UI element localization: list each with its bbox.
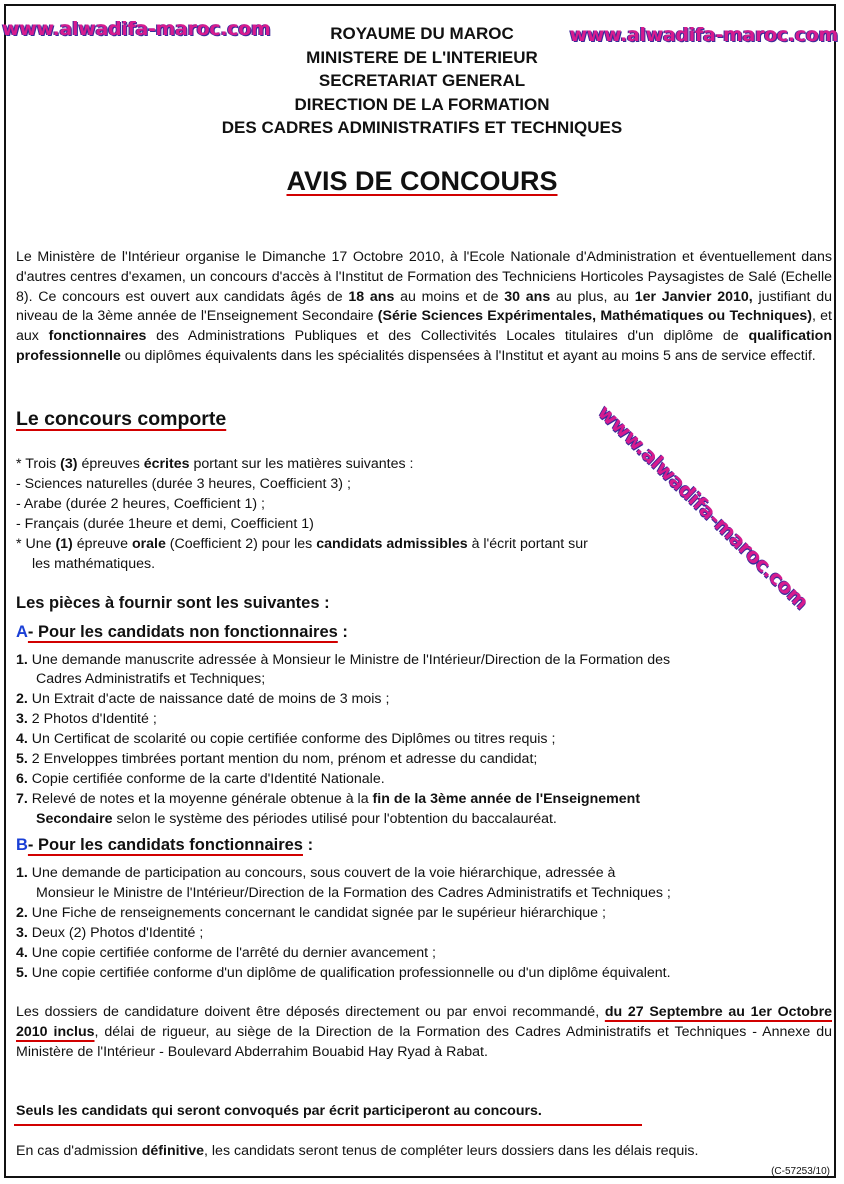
intro-text-5: , et aux — [16, 308, 832, 345]
admission-text-1: En cas d'admission — [16, 1143, 142, 1159]
b-item-1-num: 1. — [16, 865, 28, 881]
a-item-2-num: 2. — [16, 691, 28, 707]
concours-heading-text: Le concours comporte — [16, 408, 227, 430]
concours-item-2: - Arabe (durée 2 heures, Coefficient 1) ; — [16, 496, 265, 512]
a-item-6 — [16, 770, 385, 790]
b-item-5 — [16, 964, 671, 984]
orale-text-4: à l'écrit portant sur — [467, 536, 588, 552]
a-item-7-bold-2: Secondaire — [36, 811, 113, 827]
ecrites-text-2: épreuves — [77, 456, 144, 472]
a-item-7-num: 7. — [16, 791, 28, 807]
intro-text-6: des Administrations Publiques et des Collectivités Locales titulaires d'un diplôme de — [146, 328, 749, 345]
a-item-6-text: Copie certifiée conforme de la carte d'Identité Nationale. — [31, 771, 385, 787]
ecrites-text-1: * Trois — [16, 456, 61, 472]
intro-text-7: ou diplômes équivalents dans les spécialités dispensées à l'Institut et ayant au moins 5 ans de service effectif. — [120, 347, 816, 364]
a-item-7 — [16, 790, 640, 810]
b-item-2 — [16, 904, 606, 924]
a-item-3-num: 3. — [16, 711, 28, 727]
header-line-4: DIRECTION DE LA FORMATION — [294, 94, 550, 114]
a-item-3 — [16, 710, 157, 730]
intro-text-1: Le Ministère de l'Intérieur organise le Dimanche 17 Octobre 2010, à l'Ecole Nationale d'Administration et éventuellement dans d'autres centres d'examen, un concours d'accès à l'Institut de Formation des Techniciens Horticoles Paysagistes de Salé (Echelle 8). Ce concours est ouvert aux candidats âgés de — [16, 249, 832, 305]
b-item-1-text: Une demande de participation au concours, sous couvert de la voie hiérarchique, adressée à — [31, 865, 616, 881]
b-item-2-text: Une Fiche de renseignements concernant le candidat signée par le supérieur hiérarchique ; — [31, 905, 606, 921]
admission-text-2: , les candidats seront tenus de compléter leurs dossiers dans les délais requis. — [204, 1143, 699, 1159]
pieces-heading: Les pièces à fournir sont les suivantes : — [16, 594, 330, 612]
convocation-notice: Seuls les candidats qui seront convoqués par écrit participeront au concours. — [16, 1103, 542, 1119]
header-line-5: DES CADRES ADMINISTRATIFS ET TECHNIQUES — [221, 118, 623, 137]
orale-bold-3: candidats admissibles — [316, 536, 468, 552]
ministry-header — [0, 22, 844, 140]
a-item-7-text-2: selon le système des périodes utilisé pour l'obtention du baccalauréat. — [112, 811, 557, 827]
header-line-3: SECRETARIAT GENERAL — [318, 71, 526, 90]
intro-bold-1: 18 ans — [348, 288, 395, 305]
a-item-2 — [16, 690, 389, 710]
a-item-5-text: 2 Enveloppes timbrées portant mention du nom, prénom et adresse du candidat; — [31, 751, 538, 767]
b-item-1-cont: Monsieur le Ministre de l'Intérieur/Direction de la Formation des Cadres Administratifs et Techniques ; — [36, 885, 671, 901]
orale-bold-1: (1) — [55, 536, 73, 552]
header-line-1: ROYAUME DU MAROC — [330, 24, 514, 43]
section-b-heading — [16, 836, 313, 855]
a-item-3-text: 2 Photos d'Identité ; — [31, 711, 157, 727]
a-item-1-cont: Cadres Administratifs et Techniques; — [36, 671, 266, 687]
b-item-3-text: Deux (2) Photos d'Identité ; — [31, 925, 204, 941]
a-item-2-text: Un Extrait d'acte de naissance daté de moins de 3 mois ; — [31, 691, 390, 707]
a-item-7-bold-1: fin de la 3ème année de l'Enseignement — [372, 791, 641, 807]
a-item-4 — [16, 730, 555, 750]
concours-ecrites-line — [16, 455, 413, 475]
watermark-top-right: www.alwadifa-maroc.com — [569, 24, 838, 46]
convocation-underline — [14, 1124, 642, 1126]
section-a-colon: : — [337, 623, 348, 641]
b-item-1 — [16, 864, 615, 884]
intro-text-2: au moins et de — [394, 288, 505, 305]
ecrites-bold-2: écrites — [143, 456, 190, 472]
section-b-letter: B — [16, 836, 28, 854]
orale-text-3: (Coefficient 2) pour les — [165, 536, 317, 552]
concours-orale-cont: les mathématiques. — [32, 556, 156, 572]
watermark-diagonal: www.alwadifa-maroc.com — [593, 400, 814, 614]
document-title — [0, 166, 844, 197]
a-item-1-text: Une demande manuscrite adressée à Monsieur le Ministre de l'Intérieur/Direction de la Formation des — [31, 652, 671, 668]
dossiers-dates: du 27 Septembre au 1er Octobre 2010 inclus — [16, 1004, 832, 1040]
dossiers-paragraph — [16, 1003, 832, 1062]
concours-orale-line — [16, 535, 588, 555]
intro-bold-4: (Série Sciences Expérimentales, Mathématiques ou Techniques) — [377, 308, 812, 325]
a-item-1-num: 1. — [16, 652, 28, 668]
a-item-1 — [16, 651, 670, 671]
b-item-2-num: 2. — [16, 905, 28, 921]
intro-text-3: au plus, au — [550, 288, 635, 305]
section-b-colon: : — [302, 836, 314, 854]
a-item-5-num: 5. — [16, 751, 28, 767]
b-item-3-num: 3. — [16, 925, 28, 941]
concours-heading — [16, 408, 226, 431]
dossiers-text-2: , délai de rigueur, au siège de la Direction de la Formation des Cadres Administratifs et Techniques - Annexe du Ministère de l'Intérieur - Boulevard Abderrahim Bouabid Hay Ryad à Rabat. — [16, 1023, 832, 1060]
orale-text-1: * Une — [16, 536, 56, 552]
intro-bold-3: 1er Janvier 2010, — [634, 288, 753, 305]
admission-bold: définitive — [141, 1143, 205, 1159]
a-item-7-cont — [36, 810, 557, 830]
b-item-4-num: 4. — [16, 945, 28, 961]
intro-text-4: justifiant du niveau de la 3ème année de l'Enseignement Secondaire — [16, 288, 832, 325]
a-item-7-text-1: Relevé de notes et la moyenne générale obtenue à la — [31, 791, 373, 807]
admission-notice — [16, 1142, 698, 1162]
watermark-top-left: www.alwadifa-maroc.com — [2, 18, 271, 40]
intro-bold-6: qualification professionnelle — [16, 328, 832, 364]
dossiers-text-1: Les dossiers de candidature doivent être déposés directement ou par envoi recommandé, — [16, 1004, 605, 1020]
a-item-6-num: 6. — [16, 771, 28, 787]
concours-item-3: - Français (durée 1heure et demi, Coefficient 1) — [16, 516, 314, 532]
a-item-5 — [16, 750, 537, 770]
b-item-4-text: Une copie certifiée conforme de l'arrêté du dernier avancement ; — [31, 945, 436, 961]
b-item-5-text: Une copie certifiée conforme d'un diplôme de qualification professionnelle ou d'un diplôme équivalent. — [31, 965, 671, 981]
title-text: AVIS DE CONCOURS — [286, 166, 558, 196]
orale-bold-2: orale — [131, 536, 166, 552]
a-item-4-text: Un Certificat de scolarité ou copie certifiée conforme des Diplômes ou titres requis ; — [31, 731, 556, 747]
orale-text-2: épreuve — [72, 536, 132, 552]
ecrites-text-3: portant sur les matières suivantes : — [189, 456, 414, 472]
reference-code: (C-57253/10) — [771, 1166, 830, 1177]
intro-bold-2: 30 ans — [504, 288, 551, 305]
concours-item-1: - Sciences naturelles (durée 3 heures, Coefficient 3) ; — [16, 476, 351, 492]
section-b-label: - Pour les candidats fonctionnaires — [27, 836, 303, 854]
section-a-letter: A — [16, 623, 28, 641]
b-item-4 — [16, 944, 436, 964]
intro-bold-5: fonctionnaires — [48, 328, 147, 345]
intro-paragraph — [16, 248, 832, 367]
ecrites-bold-1: (3) — [60, 456, 78, 472]
section-a-label: - Pour les candidats non fonctionnaires — [27, 623, 338, 641]
a-item-4-num: 4. — [16, 731, 28, 747]
header-line-2: MINISTERE DE L'INTERIEUR — [306, 47, 538, 67]
b-item-3 — [16, 924, 203, 944]
b-item-5-num: 5. — [16, 965, 28, 981]
section-a-heading — [16, 623, 348, 642]
